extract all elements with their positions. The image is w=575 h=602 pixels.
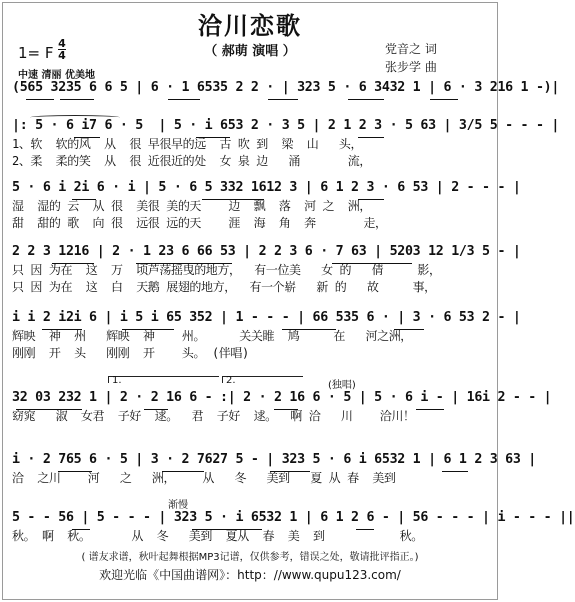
- lyric-verse-1: 辉映 神 州 辉映 神 州。 关关睢 鸠 在 河之洲，: [12, 329, 412, 343]
- beam-underline: [26, 99, 54, 100]
- lyric-verse-1: 洽 之川 河 之 洲， 从 冬 美到 夏 从 春 美到: [12, 471, 396, 485]
- song-title: 洽川恋歌: [198, 12, 302, 40]
- notation-line: |: 5 · 6 i7 6 · 5 | 5 · i 653 2 · 3 5 | 2 1 2 3 · 5 63 | 3/5 5 - - - |: [12, 118, 560, 133]
- beam-underline: [168, 99, 200, 100]
- beam-underline: [60, 99, 94, 100]
- lyric-verse-2: 只 因 为在 这 白 天鹅 展翅的地方， 有一个崭 新 的 故 事，: [12, 280, 436, 294]
- lyric-verse-1: 湿 湿的 云 从 很 美很 美的天 边 飘 落 河 之 洲，: [12, 199, 371, 213]
- notation-line: (565 3235 6 6 5 | 6 · 1 6535 2 2 · | 323 5 · 6 3432 1 | 6 · 3 216 1 -)|: [12, 80, 560, 95]
- notation-line: 2 2 3 1216 | 2 · 1 23 6 66 53 | 2 2 3 6 · 7 63 | 5203 12 1/3 5 - |: [12, 244, 521, 259]
- site-footer: 欢迎光临《中国曲谱网》：http：//www.qupu123.com/: [99, 568, 401, 582]
- notation-line: 5 · 6 i 2i 6 · i | 5 · 6 5 332 1612 3 | 6 1 2 3 · 6 53 | 2 - - - |: [12, 180, 521, 195]
- key-signature: 1= F: [18, 44, 54, 62]
- lyric-verse-2: 2、柔 柔的笑 从 很 近很近的处 女 泉 边 涌 流，: [12, 154, 371, 168]
- notation-line: 5 - - 56 | 5 - - - | 323 5 · i 6532 1 | 6 1 2 6 - | 56 - - - | i - - - ||: [12, 510, 575, 525]
- notation-line: i · 2 765 6 · 5 | 3 · 2 7627 5 - | 323 5 · 6 i 6532 1 | 6 1 2 3 63 |: [12, 452, 536, 467]
- lyric-verse-2: 甜 甜的 歌 向 很 远很 远的天 涯 海 角 奔 走，: [12, 216, 387, 230]
- lyric-verse-1: 1、软 软的风 从 很 早很早的远 古 吹 到 梁 山 头，: [12, 137, 363, 151]
- notation-line: i i 2 i2i 6 | i 5 i 65 352 | 1 - - - | 66 535 6 · | 3 · 6 53 2 - |: [12, 310, 521, 325]
- notation-line: 32 03 232 1 | 2 · 2 16 6 - :| 2 · 2 16 6 · 5 | 5 · 6 i - | 16i 2 - - |: [12, 390, 552, 405]
- time-signature: [58, 38, 66, 61]
- volta-second-label: 2.: [226, 375, 236, 386]
- time-signature-bottom: 4: [58, 49, 66, 62]
- time-signature-top: 4: [58, 37, 66, 50]
- transcription-note: ( 谱友求谱，秋叶起舞根据MP3记谱，仅供参考，错误之处，敬请批评指正。): [81, 552, 419, 563]
- beam-underline: [268, 99, 298, 100]
- composer-credit: 张步学 曲: [385, 60, 437, 74]
- lyric-verse-2: 刚刚 开 头 刚刚 开 头。 (伴唱): [12, 346, 249, 360]
- lyric-verse-1: 秋。 啊 秋。 从 冬 美到 夏从 春 美 到 秋。: [12, 529, 423, 543]
- lyricist-credit: 党音之 词: [385, 42, 437, 56]
- ritardando-marking: 渐慢: [168, 500, 188, 511]
- volta-first-label: 1.: [112, 375, 122, 386]
- lyric-verse-1: 窈窕 淑 女君 子好 逑。 君 子好 逑。 啊 洽 川 洽川！: [12, 409, 415, 423]
- beam-underline: [348, 99, 384, 100]
- volta-bracket-first: [108, 376, 219, 383]
- tempo-marking: 中速 清丽 优美地: [18, 70, 95, 81]
- performer-line: （ 郝萌 演唱 ）: [204, 44, 296, 59]
- lyric-verse-1: 只 因 为在 这 万 顷芦荡摇曳的地方， 有一位美 女 的 倩 影，: [12, 263, 441, 277]
- solo-marking: (独唱): [328, 380, 356, 391]
- beam-underline: [430, 99, 458, 100]
